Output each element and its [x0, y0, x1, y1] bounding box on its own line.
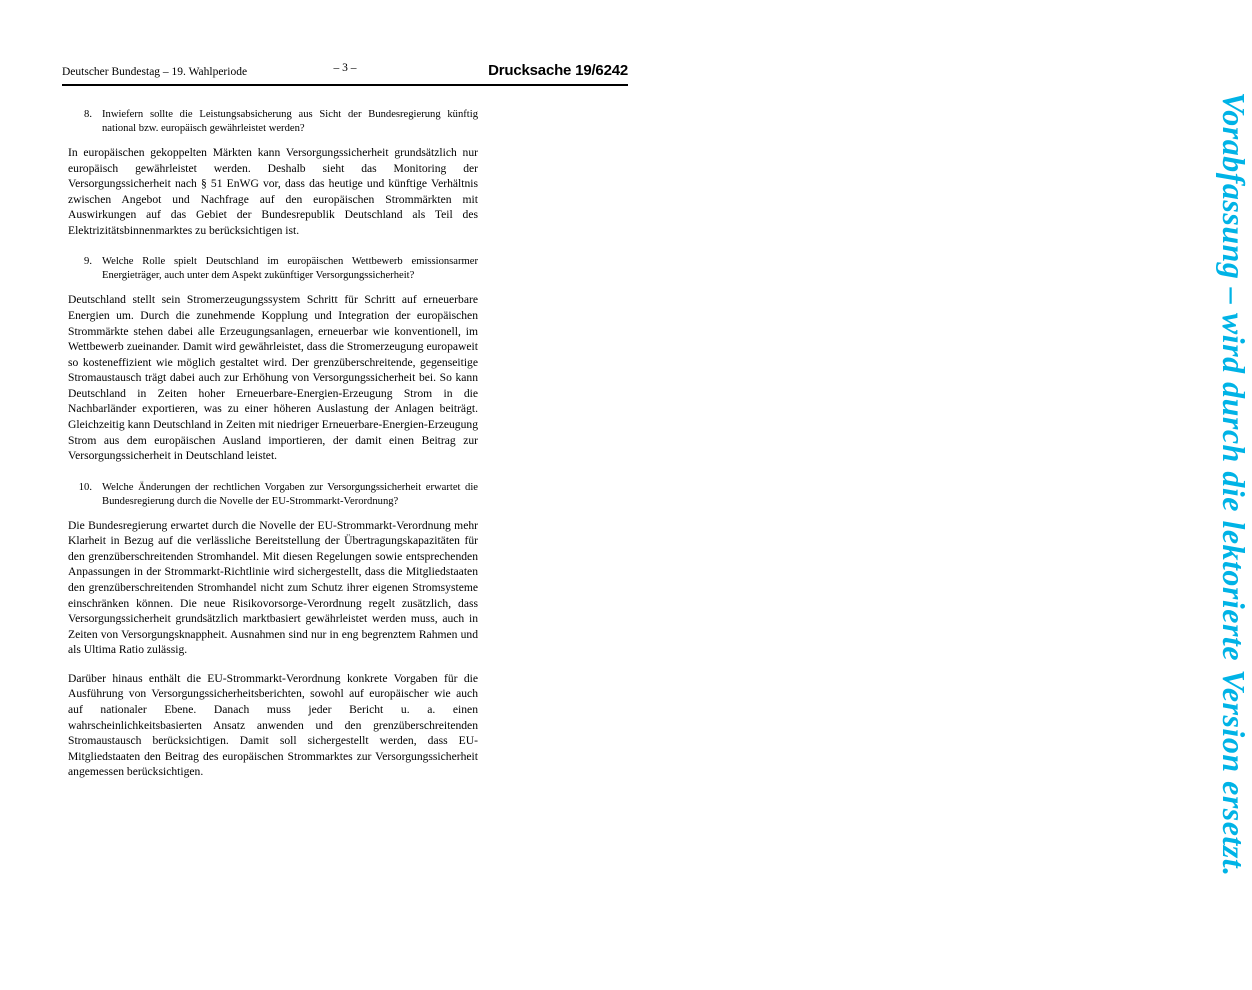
watermark [580, 0, 1252, 990]
answer-paragraph: Die Bundesregierung erwartet durch die Novelle der EU-Strommarkt-Verordnung mehr Klarheit in Bezug auf die verlässliche Bereitstellung der Übertragungskapazitäten für den grenzüberschreitenden Stromhandel. Mit diesen Regelungen sowie entsprechenden Anpassungen in der Strommarkt-Richtlinie wird sichergestellt, dass die Mitgliedstaaten den grenzüberschreitenden Stromhandel nicht zum Schutz ihrer eigenen Stromsysteme einschränken können. Die neue Risikovorsorge-Verordnung regelt zusätzlich, dass Versorgungssicherheit grundsätzlich marktbasiert gewährleistet werden muss, auch in Zeiten von Versorgungsknappheit. Ausnahmen sind nur in eng begrenztem Rahmen und als Ultima Ratio zulässig. [68, 518, 478, 657]
answer-paragraph: In europäischen gekoppelten Märkten kann Versorgungssicherheit grundsätzlich nur europäisch gewährleistet werden. Deshalb sieht das Monitoring der Versorgungssicherheit nach § 51 EnWG vor, dass das heutige und künftige Verhältnis zwischen Angebot und Nachfrage auf den europäischen Strommärkten mit Auswirkungen auf das Gebiet der Bundesrepublik Deutschland als Teil des Elektrizitätsbinnenmarktes zu berücksichtigen ist. [68, 145, 478, 237]
header-parliament-label: Deutscher Bundestag – 19. Wahlperiode [62, 66, 248, 78]
question-number: 10. [78, 481, 92, 493]
qa-block [68, 255, 478, 463]
header-divider [62, 84, 628, 86]
question-item [68, 481, 478, 509]
question-number: 9. [84, 256, 92, 268]
answer-paragraph: Darüber hinaus enthält die EU-Strommarkt-Verordnung konkrete Vorgaben für die Ausführung von Versorgungssicherheitsberichten, sowohl auf europäischer wie auch auf nationaler Ebene. Danach muss jeder Bericht u. a. einen wahrscheinlichkeitsbasierten Ansatz anwenden und den grenzüberschreitenden Stromaustausch berücksichtigen. Damit soll sichergestellt werden, dass EU-Mitgliedstaaten den Beitrag des europäischen Strommarktes zur Versorgungssicherheit angemessen berücksichtigen. [68, 671, 478, 779]
question-text: Welche Rolle spielt Deutschland im europäischen Wettbewerb emissionsarmer Energieträger, auch unter dem Aspekt zukünftiger Versorgungssicherheit? [102, 256, 478, 282]
watermark-text: Vorabfassung – wird durch die lektorierte Version ersetzt. [1216, 92, 1252, 877]
qa-block [68, 108, 478, 238]
document-body [68, 108, 478, 791]
page-number: – 3 – [333, 62, 357, 74]
question-item [68, 255, 478, 283]
page-header [62, 62, 628, 79]
drucksache-number: 19/6242 [575, 62, 628, 79]
qa-block [68, 481, 478, 780]
question-text: Welche Änderungen der rechtlichen Vorgaben zur Versorgungssicherheit erwartet die Bundesregierung durch die Novelle der EU-Strommarkt-Verordnung? [102, 481, 478, 507]
question-item [68, 108, 478, 136]
question-number: 8. [84, 109, 92, 120]
answer-paragraph: Deutschland stellt sein Stromerzeugungssystem Schritt für Schritt auf erneuerbare Energien um. Durch die zunehmende Kopplung und Integration der europäischen Strommärkte stehen dabei alle Erzeugungsanlagen, erneuerbar wie konventionell, im Wettbewerb zueinander. Damit wird gewährleistet, dass die Stromerzeugung europaweit so kosteneffizient wie möglich gestaltet wird. Der grenzüberschreitende, gegenseitige Stromaustausch trägt dabei auch zur Erhöhung von Versorgungssicherheit bei. So kann Deutschland in Zeiten hoher Erneuerbare-Energien-Erzeugung Strom in die Nachbarländer exportieren, was zu einer höheren Auslastung der Anlagen beiträgt. Gleichzeitig kann Deutschland in Zeiten mit niedriger Erneuerbare-Energien-Erzeugung Strom aus dem europäischen Ausland importieren, der damit einen Beitrag zur Versorgungssicherheit in Deutschland leistet. [68, 293, 478, 463]
drucksache-reference [488, 62, 628, 79]
question-text: Inwiefern sollte die Leistungsabsicherung aus Sicht der Bundesregierung künftig national bzw. europäisch gewährleistet werden? [102, 109, 478, 134]
drucksache-label: Drucksache [488, 62, 572, 79]
